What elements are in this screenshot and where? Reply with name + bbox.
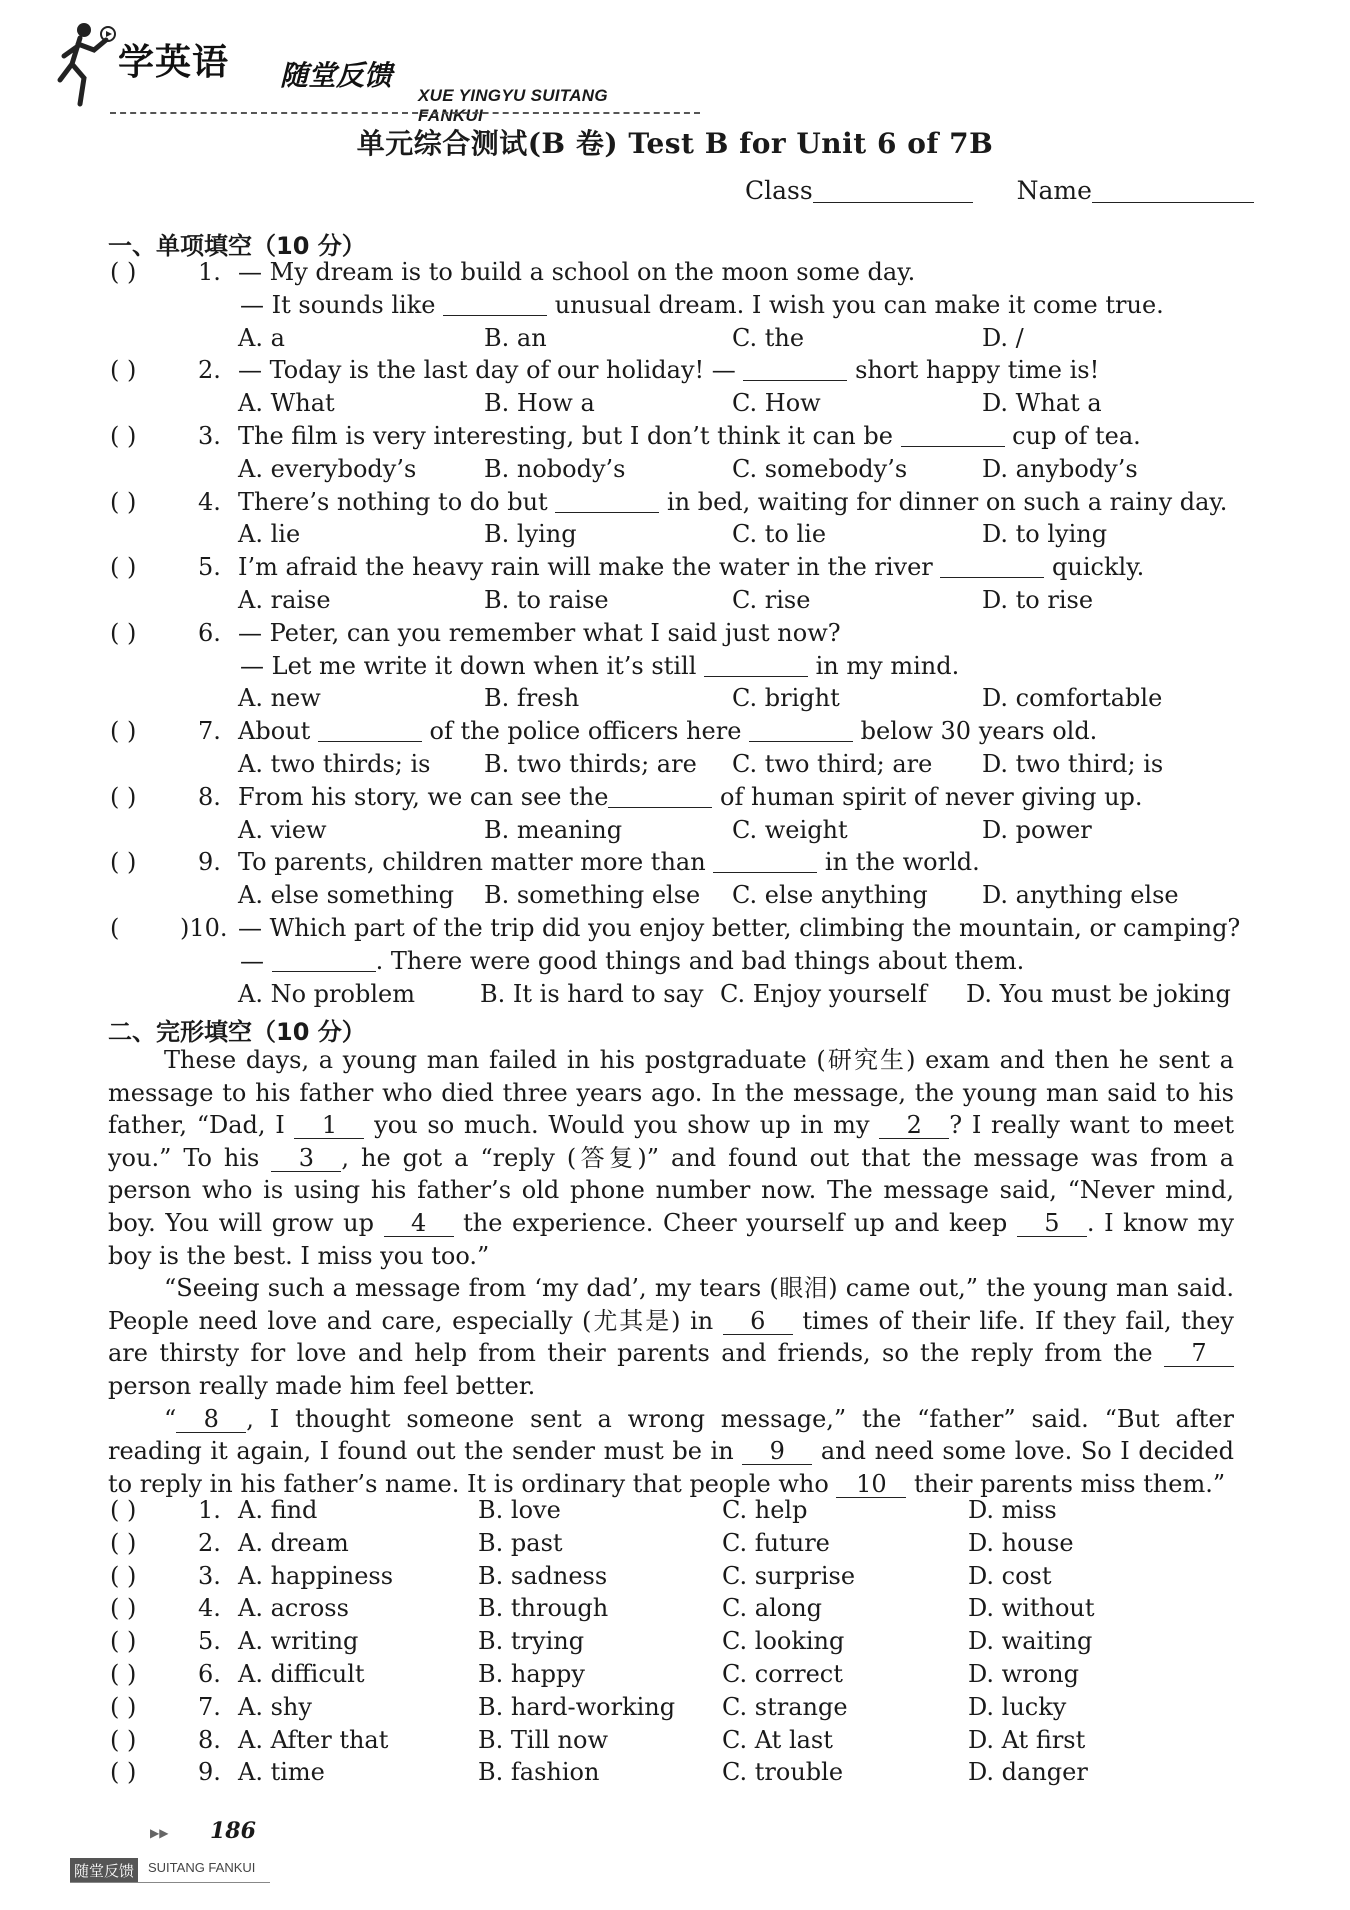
cloze-option-row	[0, 1627, 1350, 1657]
answer-blank[interactable]	[318, 717, 422, 742]
question-text: To parents, children matter more than in the world.	[238, 848, 980, 877]
answer-blank[interactable]	[940, 553, 1044, 578]
option-choice[interactable]: C. to lie	[732, 520, 827, 549]
answer-bracket[interactable]: ( )	[110, 422, 137, 450]
answer-bracket[interactable]: ( )	[110, 717, 137, 746]
option-choice[interactable]: A. difficult	[238, 1660, 365, 1688]
option-choice[interactable]: B. fashion	[478, 1758, 600, 1787]
cloze-option-row	[0, 1693, 1350, 1723]
option-choice[interactable]: D. anybody’s	[982, 454, 1138, 483]
option-choice[interactable]: D. /	[982, 323, 1024, 352]
question-text: — . There were good things and bad things about them.	[240, 946, 1025, 975]
cloze-option-row	[0, 1562, 1350, 1592]
option-choice[interactable]: C. bright	[732, 684, 840, 713]
name-label: Name	[1016, 176, 1092, 205]
header-divider	[110, 112, 700, 114]
option-choice[interactable]: B. happy	[478, 1660, 585, 1688]
option-choice[interactable]: B. fresh	[484, 684, 580, 713]
option-choice[interactable]: B. an	[484, 323, 547, 352]
option-choice[interactable]: D. to rise	[982, 586, 1094, 614]
question-text: I’m afraid the heavy rain will make the water in the river quickly.	[238, 553, 1145, 582]
answer-blank[interactable]	[608, 783, 712, 808]
options-row	[0, 816, 1350, 846]
question-text: There’s nothing to do but in bed, waiting for dinner on such a rainy day.	[238, 487, 1228, 516]
option-choice[interactable]: D. two third; is	[982, 750, 1164, 778]
question-number: 8.	[198, 1725, 221, 1754]
cloze-gap[interactable]: 7	[1164, 1340, 1234, 1367]
brand-pinyin: XUE YINGYU SUITANG FANKUI	[418, 86, 608, 125]
options-row	[0, 750, 1350, 780]
option-choice[interactable]: A. time	[238, 1758, 325, 1787]
question-number: 7.	[198, 717, 221, 746]
option-choice[interactable]: B. It is hard to say	[480, 979, 704, 1008]
option-choice[interactable]: C. help	[722, 1496, 808, 1524]
option-choice[interactable]: B. love	[478, 1496, 561, 1524]
answer-bracket[interactable]: ( )	[110, 553, 137, 582]
question-number: 2.	[198, 1528, 221, 1557]
option-choice[interactable]: B. two thirds; are	[484, 750, 697, 778]
question-text: The film is very interesting, but I don’t think it can be cup of tea.	[238, 422, 1141, 450]
cloze-gap[interactable]: 1	[294, 1112, 364, 1139]
option-choice[interactable]: A. across	[238, 1594, 349, 1623]
question-text: About of the police officers here below 30 years old.	[238, 717, 1098, 746]
option-choice[interactable]: A. After that	[238, 1725, 389, 1754]
option-choice[interactable]: C. along	[722, 1594, 823, 1623]
option-choice[interactable]: C. rise	[732, 586, 811, 614]
question-row	[0, 356, 1350, 386]
question-text: — Today is the last day of our holiday! — short happy time is!	[238, 356, 1100, 385]
question-number: 2.	[198, 356, 221, 385]
options-row	[0, 520, 1350, 550]
question-row	[0, 488, 1350, 518]
option-choice[interactable]: A. lie	[238, 520, 301, 549]
question-text: From his story, we can see the of human spirit of never giving up.	[238, 782, 1143, 811]
option-choice[interactable]: B. How a	[484, 389, 595, 418]
option-choice[interactable]: C. correct	[722, 1660, 843, 1688]
option-choice[interactable]: C. How	[732, 389, 821, 418]
question-number: 3.	[198, 1561, 221, 1590]
option-choice[interactable]: C. weight	[732, 815, 848, 844]
option-choice[interactable]: A. else something	[238, 881, 454, 910]
option-choice[interactable]: D. At first	[968, 1725, 1086, 1754]
options-row	[0, 684, 1350, 714]
option-choice[interactable]: C. somebody’s	[732, 454, 908, 483]
options-row	[0, 455, 1350, 485]
option-choice[interactable]: D. danger	[968, 1758, 1088, 1787]
cloze-option-row	[0, 1529, 1350, 1559]
options-row	[0, 881, 1350, 911]
answer-bracket[interactable]: ( )	[110, 782, 137, 811]
name-field[interactable]	[1092, 176, 1254, 203]
cloze-gap[interactable]: 10	[836, 1471, 906, 1498]
option-choice[interactable]: B. sadness	[478, 1561, 608, 1590]
option-choice[interactable]: B. something else	[484, 881, 701, 910]
answer-bracket[interactable]: (	[110, 914, 120, 942]
footer-label-cn: 随堂反馈	[70, 1858, 138, 1883]
option-choice[interactable]: C. strange	[722, 1692, 848, 1721]
question-number: 1.	[198, 1496, 221, 1524]
question-number: 4.	[198, 1594, 221, 1623]
cloze-gap[interactable]: 8	[176, 1406, 246, 1433]
option-choice[interactable]: D. You must be joking	[966, 979, 1231, 1008]
arrow-icon: ▶▶	[150, 1826, 169, 1840]
question-row	[0, 652, 1350, 682]
option-choice[interactable]: A. raise	[238, 586, 331, 614]
option-choice[interactable]: C. two third; are	[732, 750, 933, 778]
option-choice[interactable]: A. a	[238, 323, 285, 352]
answer-bracket[interactable]: ( )	[110, 1758, 137, 1787]
option-choice[interactable]: C. future	[722, 1528, 830, 1557]
option-choice[interactable]: B. trying	[478, 1627, 585, 1656]
answer-bracket[interactable]: ( )	[110, 1561, 137, 1590]
cloze-gap[interactable]: 4	[384, 1210, 454, 1237]
question-row	[0, 717, 1350, 747]
cloze-passage	[108, 1044, 1234, 1500]
brand-header	[50, 14, 650, 125]
options-row	[0, 980, 1350, 1010]
cloze-option-row	[0, 1496, 1350, 1526]
option-choice[interactable]: B. meaning	[484, 815, 623, 844]
option-choice[interactable]: B. to raise	[484, 586, 609, 614]
question-row	[0, 258, 1350, 288]
option-choice[interactable]: D. waiting	[968, 1627, 1093, 1656]
option-choice[interactable]: D. power	[982, 815, 1092, 844]
cloze-option-row	[0, 1758, 1350, 1788]
page-number: 186	[210, 1818, 256, 1844]
question-number: 5.	[198, 1627, 221, 1656]
option-choice[interactable]: B. hard-working	[478, 1692, 676, 1721]
option-choice[interactable]: B. past	[478, 1528, 563, 1557]
option-choice[interactable]: D. What a	[982, 389, 1102, 418]
option-choice[interactable]: D. comfortable	[982, 684, 1163, 713]
option-choice[interactable]: A. dream	[238, 1528, 349, 1557]
answer-bracket[interactable]: ( )	[110, 1627, 137, 1656]
question-number: 6.	[198, 1660, 221, 1688]
answer-bracket[interactable]: ( )	[110, 356, 137, 385]
option-choice[interactable]: D. cost	[968, 1561, 1052, 1590]
answer-bracket[interactable]: ( )	[110, 258, 137, 286]
cloze-gap[interactable]: 5	[1017, 1210, 1087, 1237]
option-choice[interactable]: D. without	[968, 1594, 1095, 1623]
answer-blank[interactable]	[555, 488, 659, 513]
question-row	[0, 783, 1350, 813]
class-label: Class	[745, 176, 813, 205]
answer-bracket[interactable]: ( )	[110, 1692, 137, 1721]
option-choice[interactable]: C. At last	[722, 1725, 833, 1754]
question-number: 9.	[198, 1758, 221, 1787]
page-footer	[70, 1818, 370, 1888]
runner-logo-icon	[50, 20, 116, 116]
option-choice[interactable]: B. through	[478, 1594, 609, 1623]
options-row	[0, 586, 1350, 616]
class-name-row	[745, 176, 1254, 205]
answer-blank[interactable]	[272, 947, 376, 972]
answer-blank[interactable]	[901, 422, 1005, 447]
option-choice[interactable]: A. happiness	[238, 1561, 394, 1590]
option-choice[interactable]: D. lucky	[968, 1692, 1067, 1721]
cloze-option-row	[0, 1726, 1350, 1756]
section2-heading: 二、完形填空（10 分）	[108, 1018, 366, 1046]
brand-title-cn: 学英语	[118, 42, 230, 83]
question-row	[0, 422, 1350, 452]
option-choice[interactable]: C. else anything	[732, 881, 928, 910]
option-choice[interactable]: C. the	[732, 323, 805, 352]
answer-bracket[interactable]: ( )	[110, 848, 137, 877]
option-choice[interactable]: B. Till now	[478, 1725, 609, 1754]
page-title: 单元综合测试(B 卷) Test B for Unit 6 of 7B	[356, 127, 994, 160]
answer-blank[interactable]	[713, 848, 817, 873]
question-text: — Peter, can you remember what I said just now?	[238, 618, 841, 647]
option-choice[interactable]: A. find	[238, 1496, 318, 1524]
question-row	[0, 914, 1350, 944]
answer-bracket[interactable]: ( )	[110, 1725, 137, 1754]
question-number: )10.	[180, 914, 228, 942]
class-field[interactable]	[813, 176, 973, 203]
option-choice[interactable]: D. house	[968, 1528, 1074, 1557]
question-number: 7.	[198, 1692, 221, 1721]
options-row	[0, 324, 1350, 354]
cloze-gap[interactable]: 6	[723, 1308, 793, 1335]
option-choice[interactable]: C. Enjoy yourself	[720, 979, 927, 1008]
option-choice[interactable]: B. lying	[484, 520, 577, 549]
option-choice[interactable]: A. writing	[238, 1627, 359, 1656]
option-choice[interactable]: A. What	[238, 389, 335, 418]
cloze-gap[interactable]: 3	[271, 1145, 341, 1172]
option-choice[interactable]: A. everybody’s	[238, 454, 417, 483]
option-choice[interactable]: D. to lying	[982, 520, 1108, 549]
question-row	[0, 553, 1350, 583]
footer-label-en: SUITANG FANKUI	[148, 1860, 256, 1875]
option-choice[interactable]: B. nobody’s	[484, 454, 626, 483]
answer-bracket[interactable]: ( )	[110, 618, 137, 647]
option-choice[interactable]: A. No problem	[238, 979, 415, 1008]
cloze-option-row	[0, 1594, 1350, 1624]
question-text: — Let me write it down when it’s still in my mind.	[240, 651, 960, 680]
question-row	[0, 291, 1350, 321]
answer-bracket[interactable]: ( )	[110, 1594, 137, 1623]
brand-title-script: 随堂反馈	[280, 59, 393, 92]
option-choice[interactable]: A. two thirds; is	[238, 750, 431, 778]
option-choice[interactable]: D. anything else	[982, 881, 1179, 910]
option-choice[interactable]: C. looking	[722, 1627, 845, 1656]
question-text: — Which part of the trip did you enjoy better, climbing the mountain, or camping?	[238, 914, 1241, 942]
answer-bracket[interactable]: ( )	[110, 1660, 137, 1688]
question-row	[0, 619, 1350, 649]
answer-blank[interactable]	[749, 717, 853, 742]
answer-blank[interactable]	[743, 356, 847, 381]
question-number: 8.	[198, 782, 221, 811]
section1-heading: 一、单项填空（10 分）	[108, 232, 366, 260]
cloze-gap[interactable]: 9	[742, 1438, 812, 1465]
answer-bracket[interactable]: ( )	[110, 1496, 137, 1524]
answer-blank[interactable]	[443, 291, 547, 316]
question-row	[0, 947, 1350, 977]
option-choice[interactable]: C. surprise	[722, 1561, 856, 1590]
passage-paragraph: “ 8 , I thought someone sent a wrong message,” the “father” said. “But after reading it again, I found out the sender must be in 9 and need some love. So I decided to reply in his father’s name. It is ordinary that people who 10 their parents miss them.”	[108, 1404, 1234, 1498]
question-number: 1.	[198, 258, 221, 286]
question-number: 6.	[198, 618, 221, 647]
question-text: — It sounds like unusual dream. I wish you can make it come true.	[240, 290, 1164, 319]
answer-blank[interactable]	[704, 652, 808, 677]
cloze-option-row	[0, 1660, 1350, 1690]
question-number: 5.	[198, 553, 221, 582]
question-number: 9.	[198, 848, 221, 877]
option-choice[interactable]: D. miss	[968, 1496, 1057, 1524]
answer-bracket[interactable]: ( )	[110, 487, 137, 516]
option-choice[interactable]: A. view	[238, 815, 327, 844]
options-row	[0, 389, 1350, 419]
question-number: 3.	[198, 422, 221, 450]
answer-bracket[interactable]: ( )	[110, 1528, 137, 1557]
cloze-gap[interactable]: 2	[879, 1112, 949, 1139]
question-number: 4.	[198, 487, 221, 516]
footer-divider	[70, 1882, 270, 1883]
option-choice[interactable]: A. new	[238, 684, 321, 713]
passage-paragraph: These days, a young man failed in his postgraduate (研究生) exam and then he sent a message to his father who died three years ago. In the message, the young man said to his father, “Dad, I 1 you so much. Would you show up in my 2 ? I really want to meet you.” To his 3 , he got a “reply (答复)” and found out that the message was from a person who is using his father’s old phone number now. The message said, “Never mind, boy. You will grow up 4 the experience. Cheer yourself up and keep 5 . I know my boy is the best. I miss you too.”	[108, 1046, 1235, 1270]
option-choice[interactable]: D. wrong	[968, 1660, 1079, 1688]
passage-paragraph: “Seeing such a message from ‘my dad’, my tears (眼泪) came out,” the young man said. People need love and care, especially (尤其是) in 6 times of their life. If they fail, they are thirsty for love and help from their parents and friends, so the reply from the 7 person really made him feel better.	[108, 1274, 1234, 1400]
question-row	[0, 848, 1350, 878]
option-choice[interactable]: C. trouble	[722, 1758, 844, 1787]
option-choice[interactable]: A. shy	[238, 1692, 312, 1721]
question-text: — My dream is to build a school on the moon some day.	[238, 258, 916, 286]
